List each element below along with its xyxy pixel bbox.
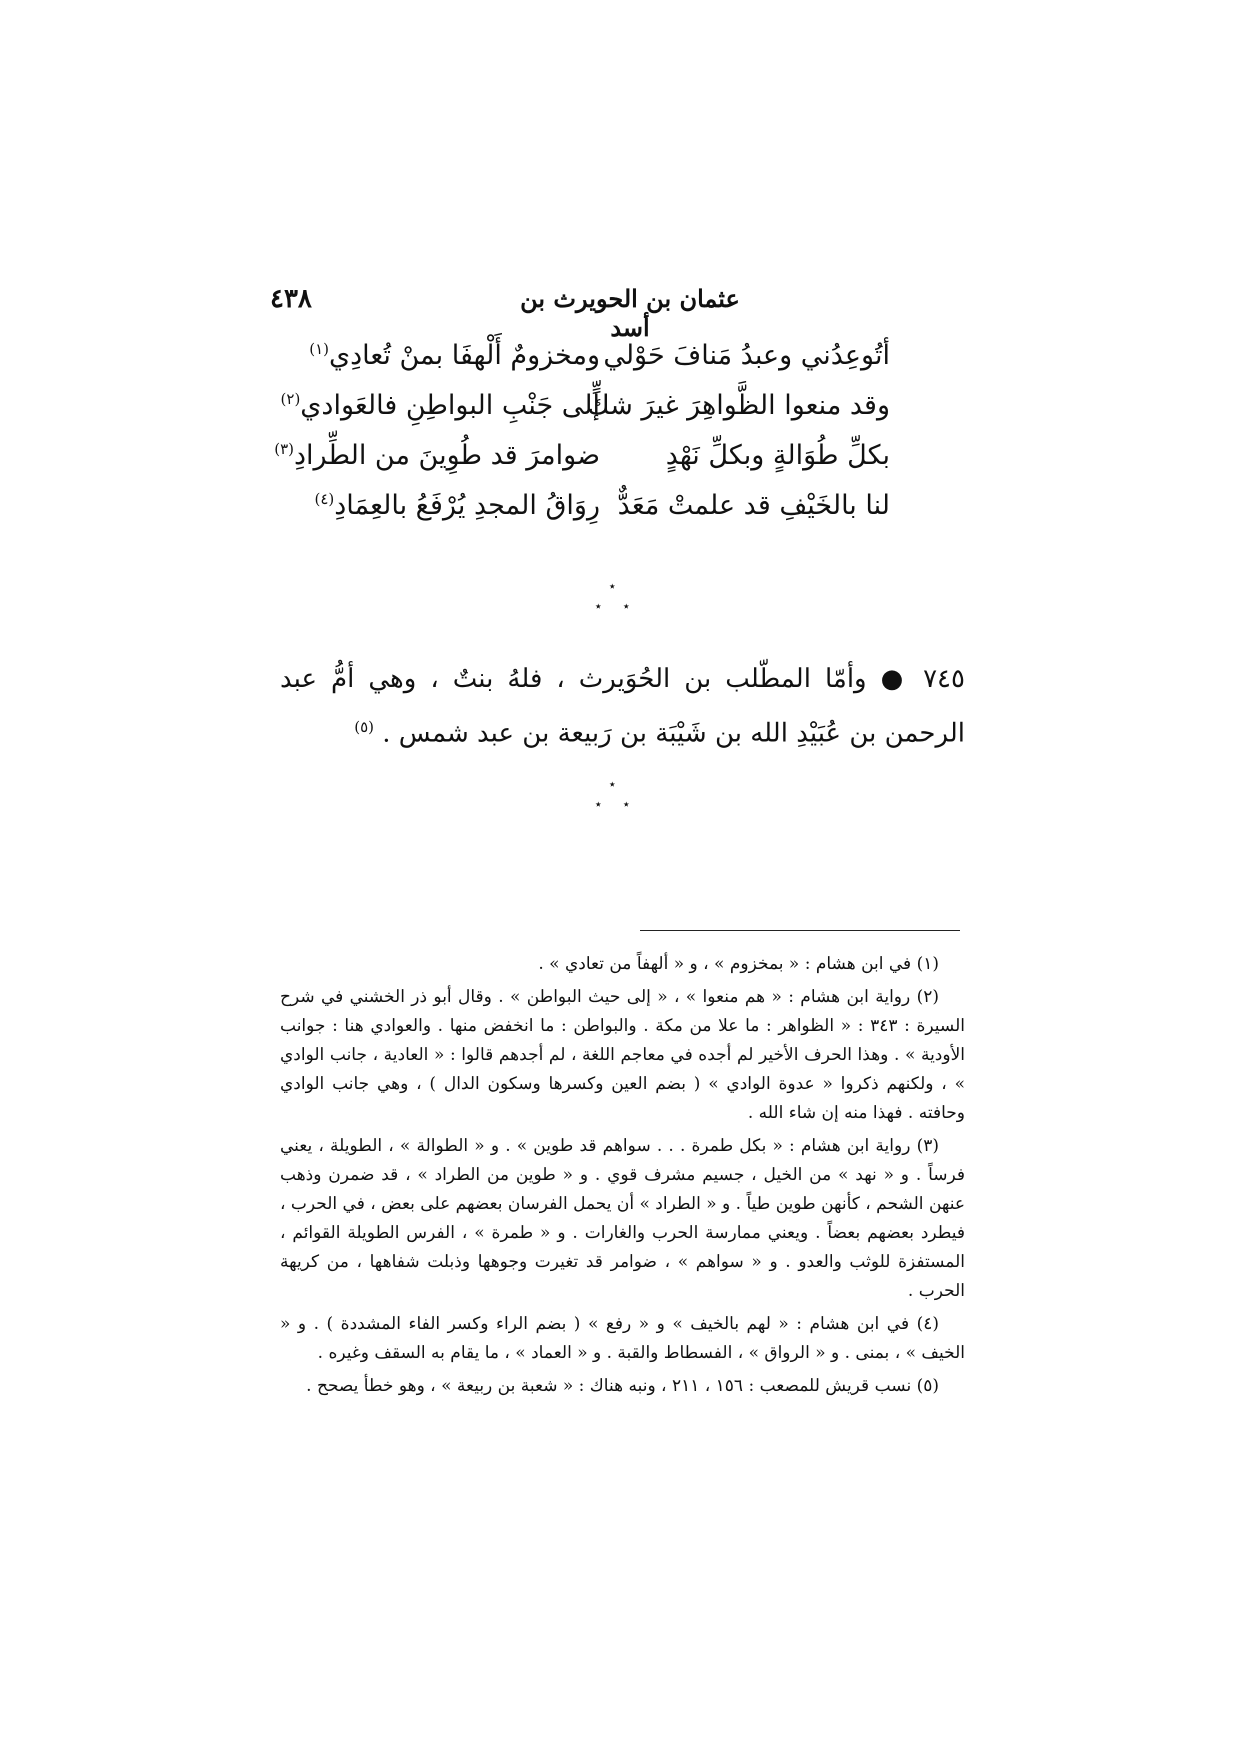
verse-second-hemistich: إلى جَنْبِ البواطِنِ فالعَوادي$^{(٢)}$ <box>280 390 600 421</box>
verse-second-hemistich: ضوامرَ قد طُوِينَ من الطِّرادِ$^{(٣)}$ <box>274 440 600 471</box>
page-number: ٤٣٨ <box>270 284 312 314</box>
verse <box>314 490 890 540</box>
footnote-divider <box>640 930 960 931</box>
poem <box>274 340 890 540</box>
separator-star: ٭ <box>623 797 630 811</box>
footnote-ref: (٥) <box>354 718 374 736</box>
footnotes <box>280 950 965 1405</box>
verse-first-hemistich: وقد منعوا الظَّواهِرَ غيرَ شكٍّ <box>587 390 890 421</box>
section-separator <box>590 778 640 818</box>
footnote: (٤) في ابن هشام : « لهم بالخيف » و « رفع » ( بضم الراء وكسر الفاء المشددة ) . و « الخيف » ، بمنى . و « الرواق » ، الفسطاط والقبة . و « العماد » ، ما يقام به السقف وغيره . <box>280 1314 965 1363</box>
verse-second-hemistich: رِوَاقُ المجدِ يُرْفَعُ بالعِمَادِ$^{(٤)}$ <box>314 490 600 521</box>
footnote: (٣) رواية ابن هشام : « بكل طمرة . . . سواهم قد طوين » . و « الطوالة » ، الطويلة ، يعني فرساً . و « نهد » من الخيل ، جسيم مشرف قوي . و « طوين من الطراد » ، قد ضمرن وذهب عنهن الشحم ، كأنهن طوين طياً . و « الطراد » أن يحمل الفرسان بعضهم على بعض ، في الحرب ، فيطرد بعضهم بعضاً . ويعني ممارسة الحرب والغارات . و « طمرة » ، الفرس الطويلة القوائم ، المستفزة للوثب والعدو . و « سواهم » ، ضوامر قد تغيرت وجوهها وذبلت شفاهها ، من كريهة الحرب . <box>280 1136 965 1301</box>
verse-first-hemistich: لنا بالخَيْفِ قد علمتْ مَعَدٌّ <box>617 490 890 521</box>
body-paragraph <box>280 655 965 758</box>
footnote: (١) في ابن هشام : « بمخزوم » ، و « ألهفاً من تعادي » . <box>538 954 939 974</box>
running-title: عثمان بن الحويرث بن أسد <box>520 284 740 342</box>
separator-star: ٭ <box>595 797 602 811</box>
paragraph-text: ٧٤٥ ● وأمّا المطّلب بن الحُوَيرث ، فلهُ بنتٌ ، وهي أمُّ عبد الرحمن بن عُبَيْدِ الله بن شَيْبَة بن رَبيعة بن عبد شمس . <box>280 664 965 749</box>
verse <box>309 340 890 390</box>
verse <box>274 440 890 490</box>
footnote: (٢) رواية ابن هشام : « هم منعوا » ، « إلى حيث البواطن » . وقال أبو ذر الخشني في شرح السيرة : ٣٤٣ : « الظواهر : ما علا من مكة . والبواطن : ما انخفض منها . والعوادي هنا : جوانب الأودية » . وهذا الحرف الأخير لم أجده في معاجم اللغة ، لم أجدهم قالوا : « العادية ، جانب الوادي » ، ولكنهم ذكروا « عدوة الوادي » ( بضم العين وكسرها وسكون الدال ) ، وهي جانب الوادي وحافته . فهذا منه إن شاء الله . <box>280 987 965 1123</box>
separator-star: ٭ <box>609 579 616 593</box>
verse-first-hemistich: بكلِّ طُوَالةٍ وبكلِّ نَهْدٍ <box>665 440 890 471</box>
footnote-ref: (٣) <box>274 440 295 458</box>
separator-star: ٭ <box>623 599 630 613</box>
page-header <box>270 284 980 342</box>
footnote: (٥) نسب قريش للمصعب : ١٥٦ ، ٢١١ ، ونبه هناك : « شعبة بن ربيعة » ، وهو خطأ يصحح . <box>306 1376 939 1396</box>
verse-second-hemistich: ومخزومٌ أَلْهفَا بمنْ تُعادِي$^{(١)}$ <box>309 340 600 371</box>
section-separator <box>590 580 640 620</box>
footnote-ref: (١) <box>309 340 329 358</box>
separator-star: ٭ <box>595 599 602 613</box>
separator-star: ٭ <box>609 777 616 791</box>
footnote-ref: (٤) <box>314 490 335 508</box>
verse <box>280 390 890 440</box>
verse-first-hemistich: أتُوعِدُني وعبدُ مَنافَ حَوْلي <box>603 340 890 371</box>
footnote-ref: (٢) <box>280 390 301 408</box>
